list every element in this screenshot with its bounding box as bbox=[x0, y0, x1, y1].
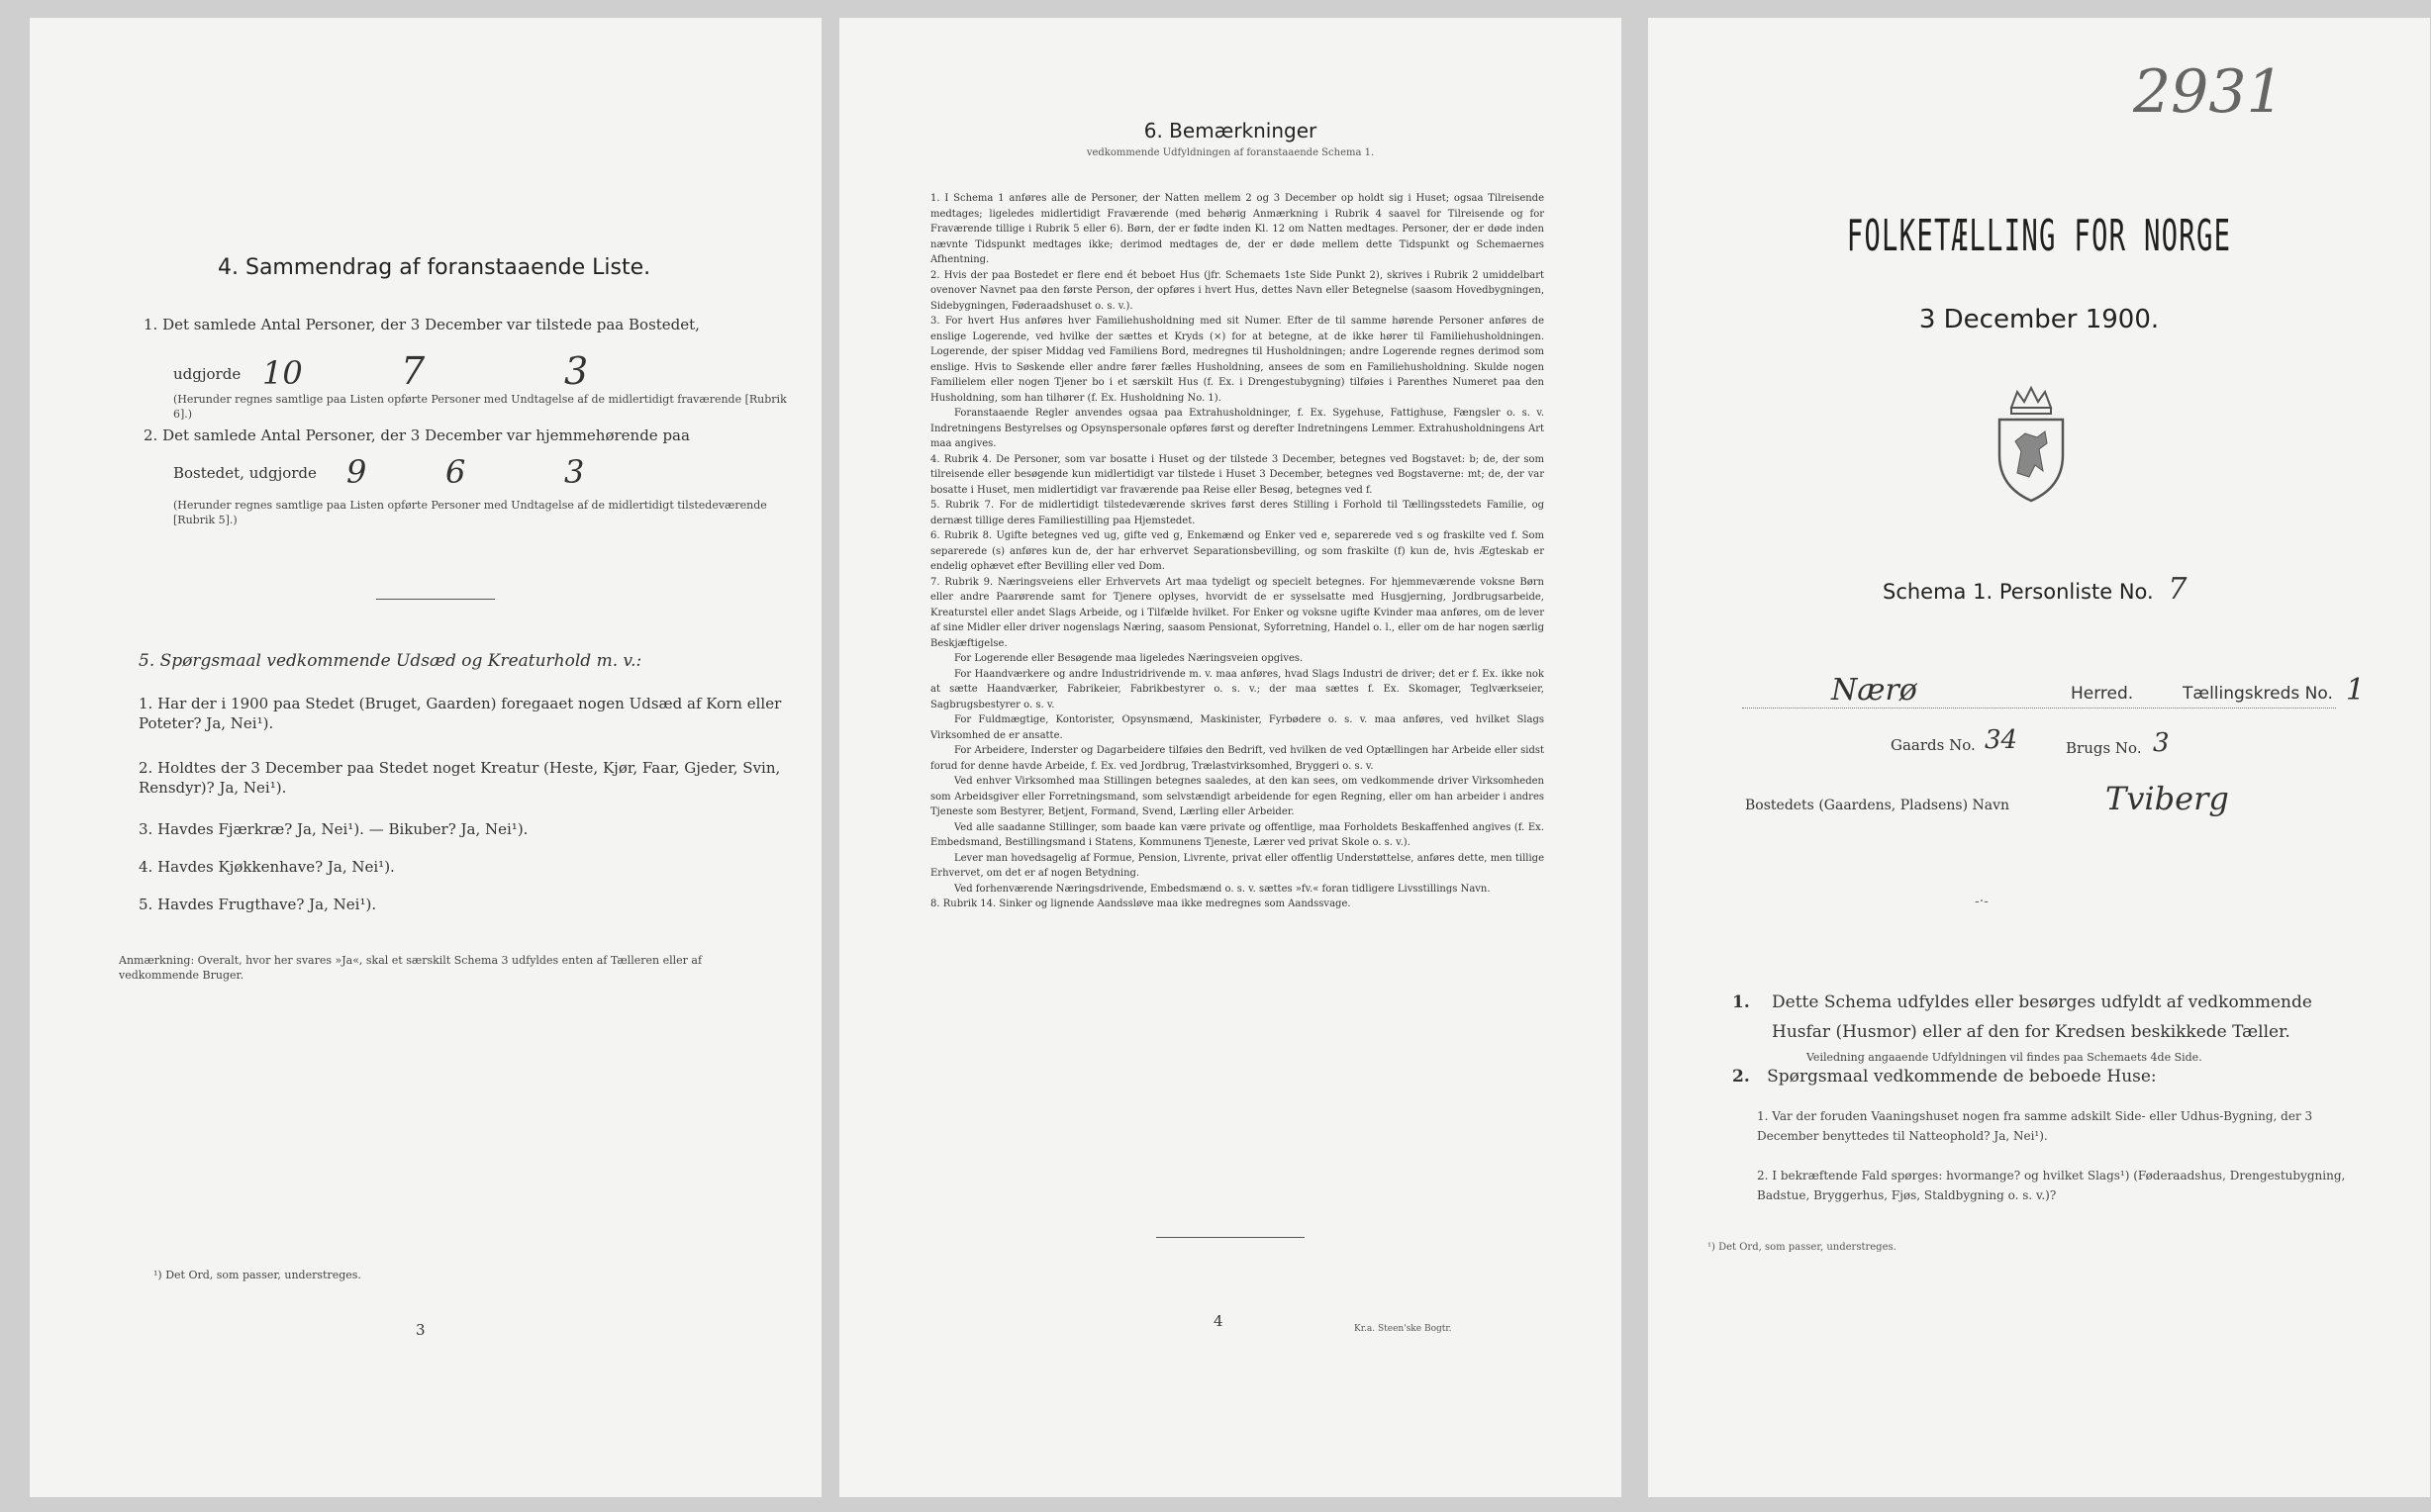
instruction-2-q2: 2. I bekræftende Fald spørges: hvormange? og hvilket Slags¹) (Føderaadshus, Drengestubygning, Badstue, Bryggerhus, Fjøs, Staldbygning o. s. v.)? bbox=[1757, 1169, 2346, 1202]
divider bbox=[1156, 1237, 1305, 1238]
remark-7-stillinger: Ved alle saadanne Stillinger, som baade kan være private og offentlige, maa Forholdets Beskaffenhed angives (f. Ex. Embedsmand, Bestillingsmand i Statens, Kommunens Tjeneste, Lærer ved privat Skole o. s. v.). bbox=[930, 821, 1544, 848]
bosted-value: Tviberg bbox=[2105, 780, 2229, 817]
instruction-2-number: 2. bbox=[1732, 1067, 1750, 1087]
norway-coat-of-arms-icon bbox=[1992, 386, 2071, 505]
tellingskreds-label: Tællingskreds No. bbox=[2183, 684, 2333, 704]
page-4 bbox=[839, 18, 1621, 1497]
section-5-heading: 5. Spørgsmaal vedkommende Udsæd og Kreaturhold m. v.: bbox=[139, 651, 642, 671]
remark-7-forhenvaerende: Ved forhenværende Næringsdrivende, Embedsmænd o. s. v. sættes »fv.« foran tidligere Livsstillings Navn. bbox=[954, 883, 1491, 895]
schema-prefix: Schema 1. Personliste No. bbox=[1883, 580, 2154, 604]
summary-item-1: 1. Det samlede Antal Personer, der 3 December var tilstede paa Bostedet, bbox=[144, 316, 700, 333]
remark-2: 2. Hvis der paa Bostedet er flere end ét beboet Hus (jfr. Schemaets 1ste Side Punkt 2), skrives i Rubrik 2 umiddelbart ovenover Navnet paa den første Person, der opføres i hvert Hus, dettes Navn eller Betegnelse (saasom Hovedbygningen, Sidebygningen, Føderaadshuset o. s. v.). bbox=[930, 269, 1544, 312]
summary-item-2-women: 3 bbox=[564, 453, 585, 491]
summary-item-2-men: 6 bbox=[445, 453, 466, 491]
instruction-2-q1: 1. Var der foruden Vaaningshuset nogen fra samme adskilt Side- eller Udhus-Bygning, der 3 December benyttedes til Natteophold? Ja, Nei¹). bbox=[1757, 1109, 2313, 1143]
brugs-label: Brugs No. bbox=[2066, 739, 2142, 757]
schema-line bbox=[1883, 572, 2187, 607]
remark-7-logerende: For Logerende eller Besøgende maa ligeledes Næringsveien opgives. bbox=[954, 653, 1304, 664]
summary-item-1-prefix: udgjorde bbox=[173, 365, 242, 383]
archive-number: 2931 bbox=[2133, 57, 2285, 127]
remark-7-arbeidere: For Arbeidere, Inderster og Dagarbeidere tilføies den Bedrift, ved hvilken de ved Optællingen har Arbeide eller sidst forud for denne havde Arbeide, f. Ex. ved Jordbrug, Trælastvirksomhed, Bryggeri o. s. v. bbox=[930, 745, 1544, 772]
summary-item-1-women: 3 bbox=[564, 349, 589, 393]
herred-label: Herred. bbox=[2071, 684, 2134, 704]
instruction-1-text: Dette Schema udfyldes eller besørges udfyldt af vedkommende Husfar (Husmor) eller af den for Kredsen beskikkede Tæller. bbox=[1772, 992, 2312, 1042]
remark-7-fuldmaegtige: For Fuldmægtige, Kontorister, Opsynsmænd, Maskinister, Fyrbødere o. s. v. maa anføres, ved hvilket Slags Virksomhed de er ansatte. bbox=[930, 714, 1544, 741]
question-2: 2. Holdtes der 3 December paa Stedet noget Kreatur (Heste, Kjør, Faar, Gjeder, Svin, Rensdyr)? Ja, Nei¹). bbox=[139, 759, 781, 797]
document-title: FOLKETÆLLING FOR NORGE bbox=[1846, 211, 2232, 261]
remark-8: 8. Rubrik 14. Sinker og lignende Aandssløve maa ikke medregnes som Aandssvage. bbox=[930, 898, 1351, 909]
remark-7-haandvaerkere: For Haandværkere og andre Industridrivende m. v. maa anføres, hvad Slags Industri de driver; det er f. Ex. ikke nok at sætte Haandværker, Fabrikeier, Fabrikbestyrer o. s. v.; der maa sættes f. Ex. Skomager, Teglværkseier, Sagbrugsbestyrer o. s. v. bbox=[930, 668, 1544, 710]
summary-item-1-total: 10 bbox=[262, 354, 303, 392]
gaards-label: Gaards No. bbox=[1891, 736, 1976, 754]
ornament-icon: -·- bbox=[1975, 894, 1989, 909]
remark-7-virksomhed: Ved enhver Virksomhed maa Stillingen betegnes saaledes, at den kan sees, om vedkommende driver Virksomheden som Arbeidsgiver eller Forretningsmand, som selvstændigt arbeidende for egen Regning, eller om han arbeider i andres Tjeneste som Bestyrer, Betjent, Formand, Svend, Lærling eller Arbeider. bbox=[930, 776, 1544, 817]
question-1: 1. Har der i 1900 paa Stedet (Bruget, Gaarden) foregaaet nogen Udsæd af Korn eller Poteter? Ja, Nei¹). bbox=[139, 695, 782, 732]
schema-number: 7 bbox=[2168, 572, 2188, 607]
summary-item-2-prefix: Bostedet, udgjorde bbox=[173, 464, 317, 482]
remark-5: 5. Rubrik 7. For de midlertidigt tilstedeværende skrives først deres Stilling i Forhold til Tællingsstedets Familie, og dernæst tillige deres Familiestilling paa Hjemstedet. bbox=[930, 500, 1544, 526]
footnote: ¹) Det Ord, som passer, understreges. bbox=[1707, 1242, 1896, 1253]
summary-heading: 4. Sammendrag af foranstaaende Liste. bbox=[218, 255, 651, 280]
summary-item-2-note: (Herunder regnes samtlige paa Listen opførte Personer med Undtagelse af de midlertidigt tilstedeværende [Rubrik 5].) bbox=[173, 499, 767, 526]
gaards-value: 34 bbox=[1985, 725, 2018, 755]
summary-item-2: 2. Det samlede Antal Personer, der 3 December var hjemmehørende paa bbox=[144, 426, 690, 444]
question-4: 4. Havdes Kjøkkenhave? Ja, Nei¹). bbox=[139, 858, 395, 876]
remarks-list bbox=[930, 191, 1544, 912]
anmerkning: Anmærkning: Overalt, hvor her svares »Ja«, skal et særskilt Schema 3 udfyldes enten af Tælleren eller af vedkommende Bruger. bbox=[119, 954, 703, 982]
page-3 bbox=[30, 18, 822, 1497]
page-number: 3 bbox=[416, 1321, 426, 1339]
summary-item-1-men: 7 bbox=[401, 349, 426, 393]
brugs-value: 3 bbox=[2153, 728, 2170, 758]
printer-imprint: Kr.a. Steen'ske Bogtr. bbox=[1354, 1324, 1452, 1334]
summary-item-1-note: (Herunder regnes samtlige paa Listen opførte Personer med Undtagelse af de midlertidigt fraværende [Rubrik 6].) bbox=[173, 393, 787, 421]
instruction-1-note: Veiledning angaaende Udfyldningen vil findes paa Schemaets 4de Side. bbox=[1806, 1051, 2202, 1064]
summary-item-2-total: 9 bbox=[346, 453, 367, 491]
divider bbox=[376, 599, 495, 600]
herred-underline bbox=[1742, 708, 2336, 709]
remark-4: 4. Rubrik 4. De Personer, som var bosatte i Huset og der tilstede 3 December, betegnes ved Bogstavet: b; de, der som tilreisende eller besøgende kun midlertidigt var tilstede i Huset 3 December, betegnes ved Bogstaverne: mt; de, der var bosatte i Huset, men midlertidigt var fraværende paa Reise eller Besøg, betegnes ved f. bbox=[930, 453, 1544, 496]
remark-3: 3. For hvert Hus anføres hver Familiehusholdning med sit Numer. Efter de til samme hørende Personer anføres de enslige Logerende, ved hvilke der sættes et Kryds (×) for at betegne, at de ikke hører til Familiehusholdningen. Logerende, der spiser Middag ved Familiens Bord, medregnes til Husholdningen; andre Logerende regnes derimod som enslige. Hvis to Søskende eller andre fører fælles Husholdning, ansees de som en Familiehusholdning. Skulde nogen Familielem eller nogen Tjener bo i et særskilt Hus (f. Ex. i Drengestubygning) tilføies i Parenthes Numeret paa den Husholdning, som han tilhører (f. Ex. Husholdning No. 1). bbox=[930, 316, 1544, 404]
instruction-2-text: Spørgsmaal vedkommende de beboede Huse: bbox=[1767, 1067, 2157, 1087]
remarks-subheading: vedkommende Udfyldningen af foranstaaende Schema 1. bbox=[1086, 147, 1375, 158]
footnote: ¹) Det Ord, som passer, understreges. bbox=[153, 1269, 361, 1281]
instruction-1-number: 1. bbox=[1732, 992, 1750, 1012]
bosted-label: Bostedets (Gaardens, Pladsens) Navn bbox=[1745, 798, 2010, 813]
remark-7: 7. Rubrik 9. Næringsveiens eller Erhvervets Art maa tydeligt og specielt betegnes. For hjemmeværende voksne Børn eller andre Paarørende samt for Tjenere oplyses, hvorvidt de er sysselsatte med Husgjerning, Jordbrugsarbeide, Kreaturstel eller andet Slags Arbeide, og i Tilfælde hvilket. For Enker og voksne ugifte Kvinder maa anføres, om de lever af sine Midler eller driver nogenslags Næring, saasom Pensionat, Syforretning, Handel o. l., eller om de har nogen særlig Beskjæftigelse. bbox=[930, 576, 1544, 649]
question-5: 5. Havdes Frugthave? Ja, Nei¹). bbox=[139, 896, 377, 913]
page-number: 4 bbox=[1214, 1312, 1223, 1330]
page-1-cover bbox=[1648, 18, 2430, 1497]
remark-6: 6. Rubrik 8. Ugifte betegnes ved ug, gifte ved g, Enkemænd og Enker ved e, separerede ved s og fraskilte ved f. Som separerede (s) anføres kun de, der har erhvervet Separationsbevilling, og som fraskilte (f) kun de, hvis Ægteskab er endelig ophævet efter Bevilling eller ved Dom. bbox=[930, 530, 1544, 572]
census-date: 3 December 1900. bbox=[1918, 305, 2160, 334]
instruction-2 bbox=[1732, 1067, 2157, 1087]
tellingskreds-value: 1 bbox=[2346, 673, 2366, 708]
remark-3-extra: Foranstaaende Regler anvendes ogsaa paa Extrahusholdninger, f. Ex. Sygehuse, Fattighuse, Fængsler o. s. v. Indretningens Bestyrelses og Opsynspersonale opføres først og derefter Indretningens Lemmer. Extrahusholdningens Art maa angives. bbox=[930, 408, 1544, 449]
herred-value: Nærø bbox=[1831, 673, 1917, 708]
remarks-heading: 6. Bemærkninger bbox=[1143, 119, 1317, 142]
remark-7-formue: Lever man hovedsagelig af Formue, Pension, Livrente, privat eller offentlig Understøttelse, anføres dette, men tillige Erhvervet, om det er af nogen Betydning. bbox=[930, 852, 1544, 879]
remark-1: 1. I Schema 1 anføres alle de Personer, der Natten mellem 2 og 3 December op holdt sig i Huset; ogsaa Tilreisende medtages; ligeledes midlertidigt Fraværende (med behørig Anmærkning i Rubrik 4 saavel for Tilreisende og for Fraværende tillige i Rubrik 5 eller 6). Børn, der er fødte inden Kl. 12 om Natten medtages. Personer, der er døde inden nævnte Tidspunkt medtages ikke; derimod medtages de, der er døde mellem dette Tidspunkt og Schemaernes Afhentning. bbox=[930, 193, 1544, 265]
question-3: 3. Havdes Fjærkræ? Ja, Nei¹). — Bikuber? Ja, Nei¹). bbox=[139, 820, 529, 838]
instruction-1 bbox=[1732, 988, 2376, 1047]
